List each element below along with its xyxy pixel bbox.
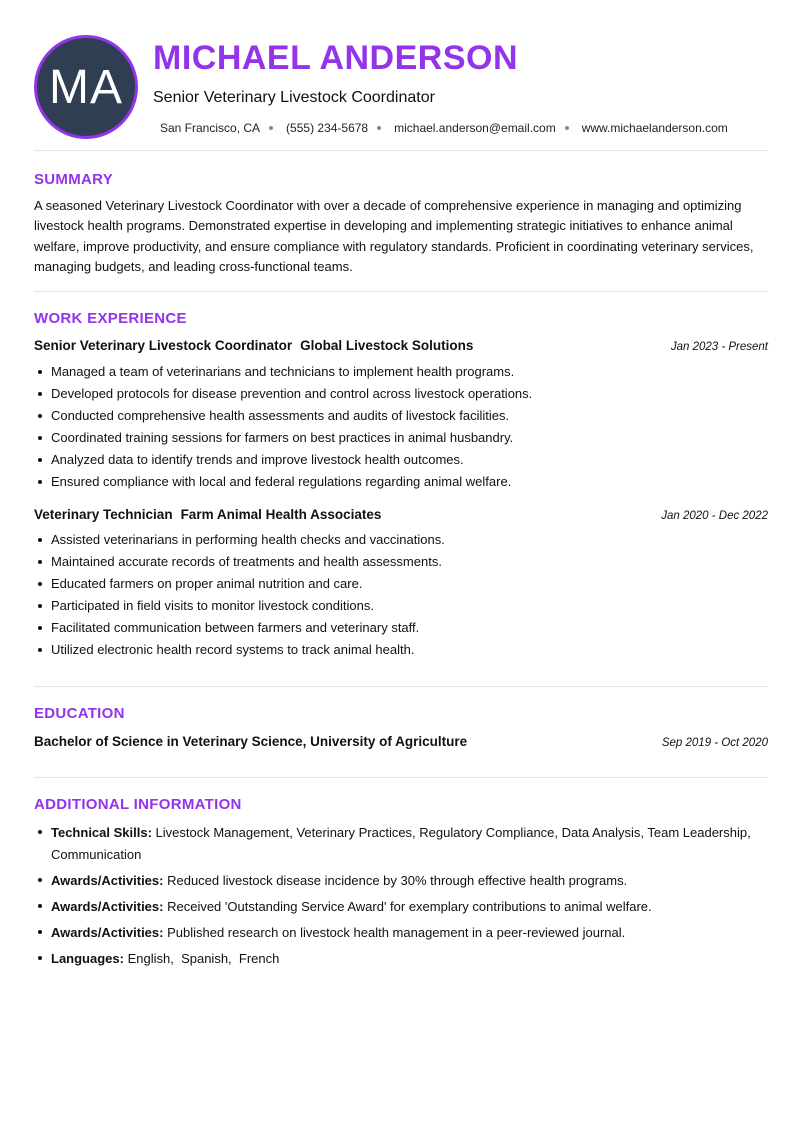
section-title-summary: SUMMARY — [34, 171, 114, 188]
summary-text: A seasoned Veterinary Livestock Coordinator with over a decade of comprehensive experience in managing and optimizing livestock health programs. Demonstrated expertise in developing and implementing strategic initiatives to enhance animal welfare, improve productivity, and ensure compliance with regulatory standards. Proficient in coordinating veterinary services, managing budgets, and leading cross-functional teams. — [34, 198, 754, 274]
divider — [34, 777, 768, 778]
job-dates: Jan 2020 - Dec 2022 — [661, 510, 768, 522]
job-role: Senior Veterinary Livestock Coordinator — [34, 338, 293, 353]
list-item: Educated farmers on proper animal nutrition and care. — [51, 573, 785, 595]
divider — [34, 291, 768, 292]
list-item: Developed protocols for disease prevention and control across livestock operations. — [51, 383, 785, 405]
job-title — [34, 507, 381, 522]
education-dates: Sep 2019 - Oct 2020 — [661, 737, 768, 749]
item-text: Livestock Management, Veterinary Practices, Regulatory Compliance, Data Analysis, Team Leadership, Communication — [51, 825, 751, 862]
item-text: Reduced livestock disease incidence by 30% through effective health programs. — [167, 873, 628, 888]
list-item: Assisted veterinarians in performing health checks and vaccinations. — [51, 529, 785, 551]
job-role: Veterinary Technician — [34, 507, 173, 522]
list-item: Ensured compliance with local and federal regulations regarding animal welfare. — [51, 471, 785, 493]
divider — [34, 150, 768, 151]
contact-bar — [160, 120, 728, 136]
contact-phone: (555) 234-5678 — [286, 121, 369, 135]
section-title-education: EDUCATION — [34, 705, 125, 722]
list-item: Coordinated training sessions for farmers on best practices in animal husbandry. — [51, 427, 785, 449]
job-bullets — [34, 529, 785, 661]
item-label: Awards/Activities: — [51, 899, 164, 914]
separator-dot-icon — [269, 126, 273, 130]
contact-website[interactable]: www.michaelanderson.com — [581, 121, 728, 135]
item-text: English, Spanish, French — [127, 951, 280, 966]
education-entry — [34, 734, 768, 749]
candidate-headline: Senior Veterinary Livestock Coordinator — [153, 89, 435, 106]
job-company: Farm Animal Health Associates — [180, 507, 382, 522]
list-item: Analyzed data to identify trends and improve livestock health outcomes. — [51, 449, 785, 471]
contact-location: San Francisco, CA — [160, 121, 261, 135]
list-item: Conducted comprehensive health assessments and audits of livestock facilities. — [51, 405, 785, 427]
job-bullets — [34, 361, 785, 493]
item-label: Awards/Activities: — [51, 873, 164, 888]
list-item: Utilized electronic health record systems to track animal health. — [51, 639, 785, 661]
list-item — [51, 896, 768, 918]
section-title-experience: WORK EXPERIENCE — [34, 310, 187, 327]
education-degree: Bachelor of Science in Veterinary Science, University of Agriculture — [34, 734, 468, 749]
list-item: Participated in field visits to monitor livestock conditions. — [51, 595, 785, 617]
list-item — [51, 822, 768, 866]
item-text: Published research on livestock health management in a peer-reviewed journal. — [167, 925, 626, 940]
job-header — [34, 338, 768, 353]
job-header — [34, 507, 768, 522]
list-item: Facilitated communication between farmers and veterinary staff. — [51, 617, 785, 639]
contact-email[interactable]: michael.anderson@email.com — [394, 121, 556, 135]
item-label: Technical Skills: — [51, 825, 152, 840]
divider — [34, 686, 768, 687]
job-company: Global Livestock Solutions — [300, 338, 474, 353]
item-label: Languages: — [51, 951, 124, 966]
separator-dot-icon — [565, 126, 569, 130]
item-label: Awards/Activities: — [51, 925, 164, 940]
avatar: MA — [34, 35, 138, 139]
list-item: Managed a team of veterinarians and technicians to implement health programs. — [51, 361, 785, 383]
item-text: Received 'Outstanding Service Award' for exemplary contributions to animal welfare. — [167, 899, 652, 914]
separator-dot-icon — [377, 126, 381, 130]
additional-list — [34, 822, 768, 974]
list-item: Maintained accurate records of treatments and health assessments. — [51, 551, 785, 573]
job-dates: Jan 2023 - Present — [670, 341, 768, 353]
list-item — [51, 922, 768, 944]
job-title — [34, 338, 473, 353]
section-title-additional: ADDITIONAL INFORMATION — [34, 796, 242, 813]
list-item — [51, 870, 768, 892]
candidate-name: MICHAEL ANDERSON — [153, 39, 519, 77]
list-item — [51, 948, 768, 970]
